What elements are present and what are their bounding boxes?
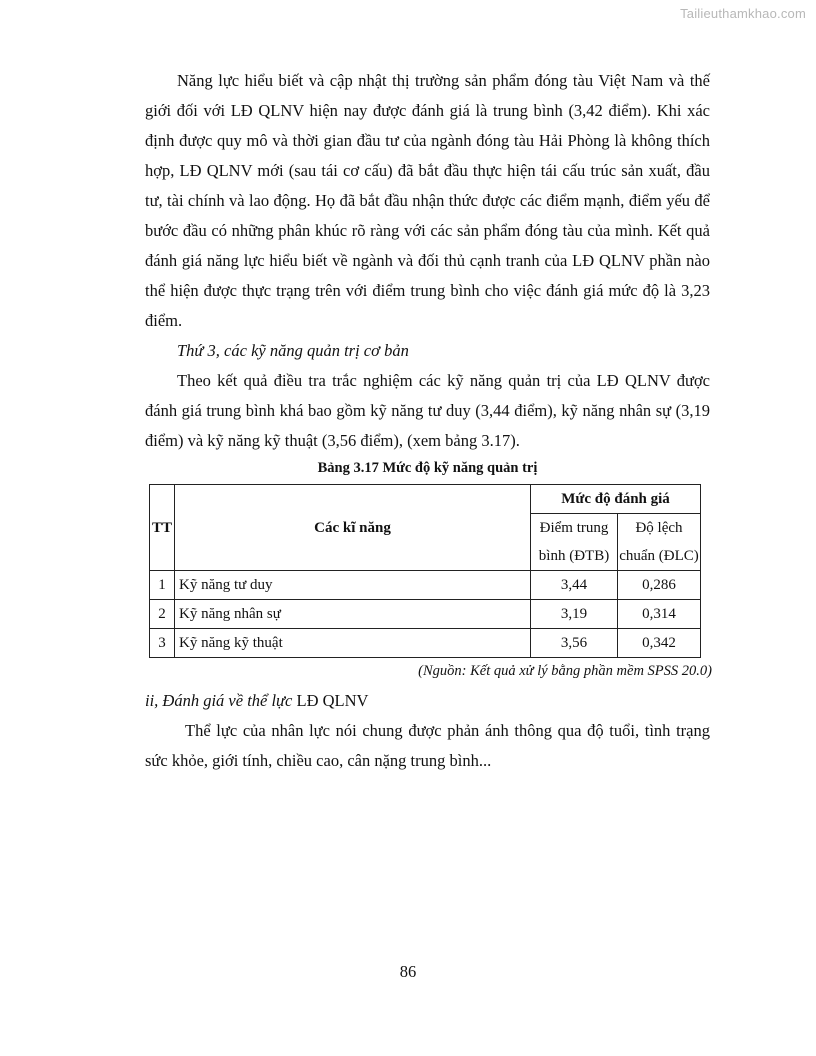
header-skill: Các kĩ năng [175, 485, 531, 571]
header-dtb: Điểm trung bình (ĐTB) [531, 514, 618, 571]
cell-dtb: 3,56 [531, 629, 618, 658]
table-row [150, 571, 701, 600]
cell-tt: 2 [150, 600, 175, 629]
header-group: Mức độ đánh giá [531, 485, 701, 514]
paragraph-2: Theo kết quả điều tra trắc nghiệm các kỹ năng quản trị của LĐ QLNV được đánh giá trung bình khá bao gồm kỹ năng tư duy (3,44 điểm), kỹ năng nhân sự (3,19 điểm) và kỹ năng kỹ thuật (3,56 điểm), (xem bảng 3.17). [145, 371, 710, 450]
table-header-row [150, 485, 701, 514]
cell-dlc: 0,286 [618, 571, 701, 600]
skills-table [149, 484, 701, 658]
cell-skill: Kỹ năng nhân sự [175, 600, 531, 629]
page-number: 86 [399, 962, 417, 981]
paragraph-1: Năng lực hiểu biết và cập nhật thị trường sản phẩm đóng tàu Việt Nam và thế giới đối với LĐ QLNV hiện nay được đánh giá là trung bình (3,42 điểm). Khi xác định được quy mô và thời gian đầu tư của ngành đóng tàu Hải Phòng là không thích hợp, LĐ QLNV mới (sau tái cơ cấu) đã bắt đầu thực hiện tái cấu trúc sản xuất, đầu tư, tài chính và lao động. Họ đã bắt đầu nhận thức được các điểm mạnh, điểm yếu để bước đầu có những phân khúc rõ ràng với các sản phẩm đóng tàu của mình. Kết quả đánh giá năng lực hiểu biết về ngành và đối thủ cạnh tranh của LĐ QLNV phần nào thể hiện được thực trạng trên với điểm trung bình cho việc đánh giá mức độ là 3,23 điểm. [145, 71, 710, 330]
watermark: Tailieuthamkhao.com [680, 6, 806, 21]
cell-dlc: 0,342 [618, 629, 701, 658]
cell-skill: Kỹ năng kỹ thuật [175, 629, 531, 658]
cell-dtb: 3,19 [531, 600, 618, 629]
table-title: Bảng 3.17 Mức độ kỹ năng quản trị [317, 460, 538, 476]
cell-tt: 1 [150, 571, 175, 600]
cell-dtb: 3,44 [531, 571, 618, 600]
paragraph-3: Thể lực của nhân lực nói chung được phản ánh thông qua độ tuổi, tình trạng sức khỏe, giới tính, chiều cao, cân nặng trung bình... [145, 721, 710, 770]
cell-skill: Kỹ năng tư duy [175, 571, 531, 600]
section-ii-label-italic: ii, Đánh giá về thể lực [145, 691, 293, 710]
section-heading-3: Thứ 3, các kỹ năng quản trị cơ bản [177, 341, 409, 360]
cell-tt: 3 [150, 629, 175, 658]
page-content [145, 66, 710, 776]
section-ii-label-normal: LĐ QLNV [292, 691, 369, 710]
section-ii-heading [145, 686, 710, 716]
table-row [150, 629, 701, 658]
header-tt: TT [150, 485, 175, 571]
table-source: (Nguồn: Kết quả xử lý bằng phần mềm SPSS 20.0) [418, 663, 712, 679]
cell-dlc: 0,314 [618, 600, 701, 629]
header-dlc: Độ lệch chuẩn (ĐLC) [618, 514, 701, 571]
table-row [150, 600, 701, 629]
